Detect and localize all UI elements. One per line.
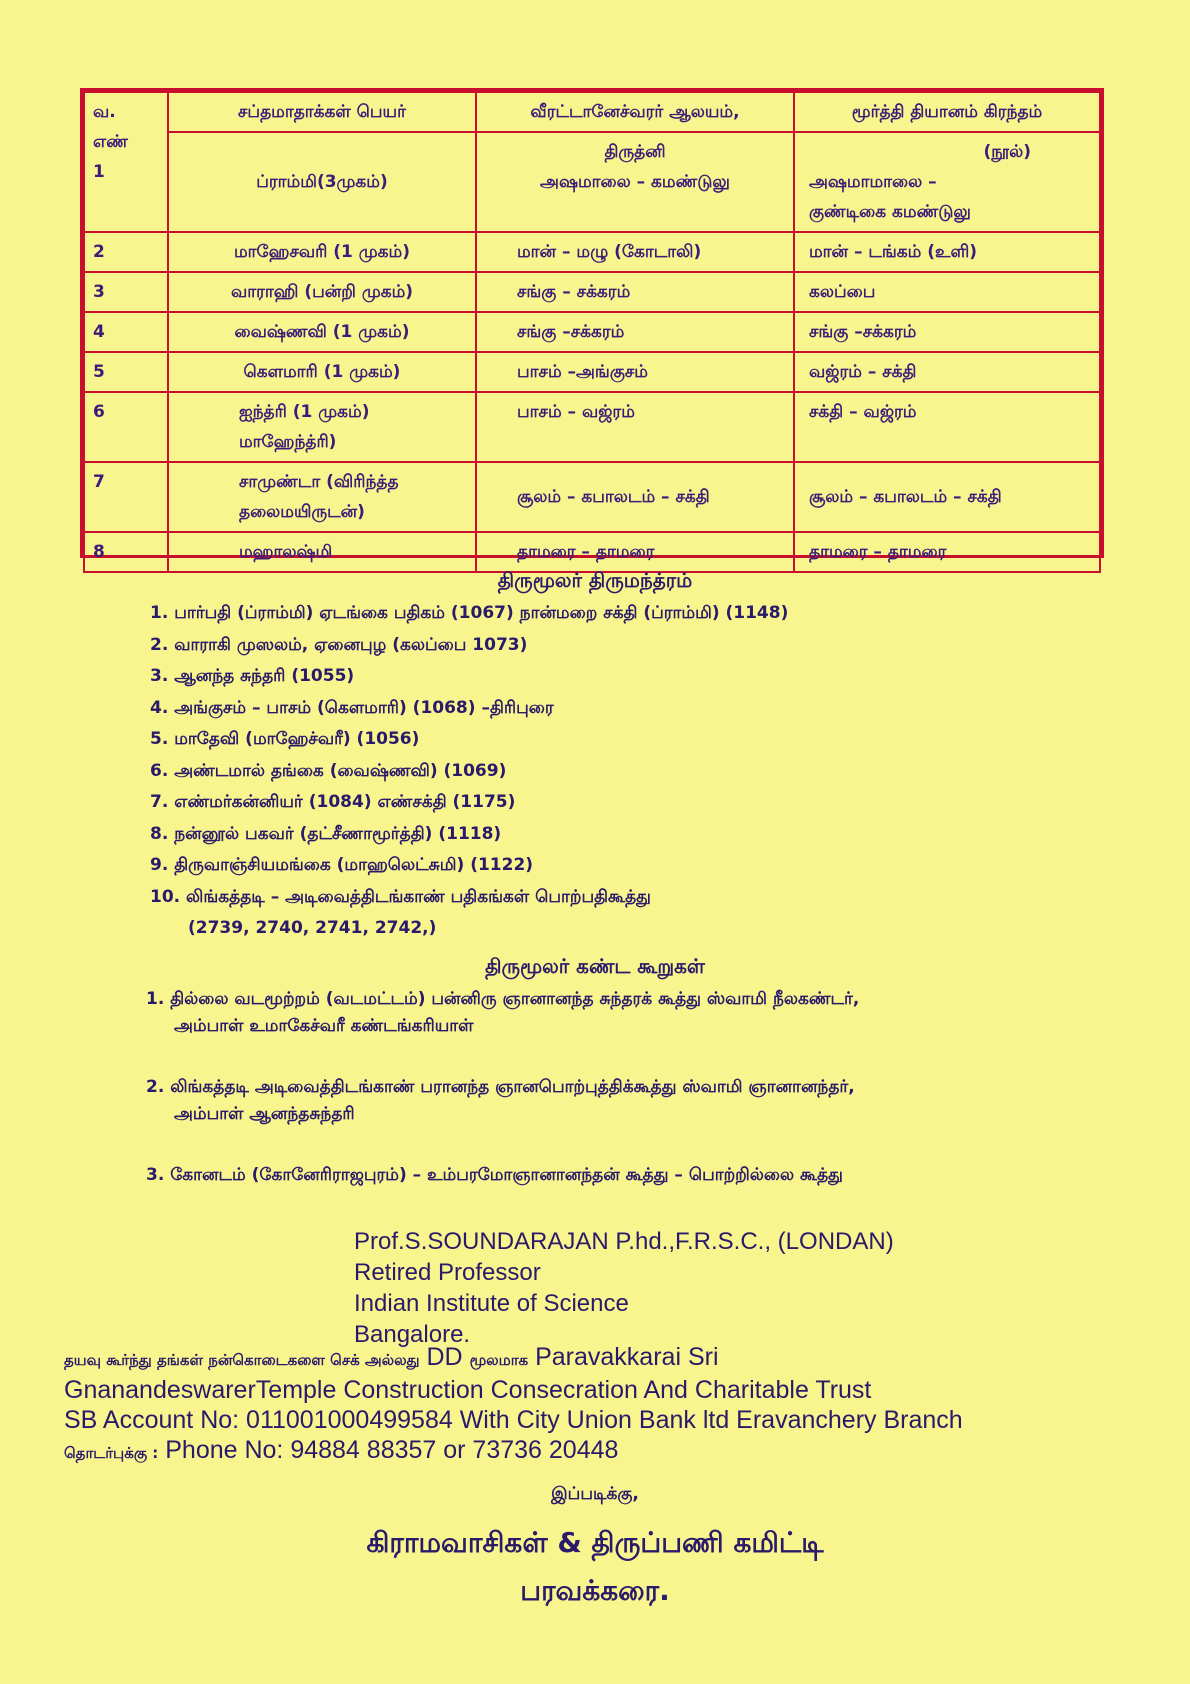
signature-role: Retired Professor bbox=[354, 1259, 541, 1286]
section2-title: திருமூலர் கண்ட கூறுகள் bbox=[485, 954, 705, 978]
tirumandiram-list bbox=[150, 598, 1080, 945]
table-row: 3 வாராஹி (பன்றி முகம்) சங்கு – சக்கரம் கலப்பை bbox=[84, 272, 1100, 312]
list-item-continuation: (2739, 2740, 2741, 2742,) bbox=[188, 918, 437, 938]
account-number: SB Account No: 011001000499584 With City Union Bank ltd Eravanchery Branch bbox=[64, 1406, 963, 1434]
section1-title: திருமூலர் திருமந்த்ரம் bbox=[497, 568, 693, 592]
list-item: 2. வாராகி முஸலம், ஏனைபுழ (கலப்பை 1073) bbox=[150, 634, 528, 655]
trust-name: GnanandeswarerTemple Construction Consecration And Charitable Trust bbox=[64, 1376, 872, 1404]
signature-institute: Indian Institute of Science bbox=[354, 1290, 629, 1317]
list-item: 10. லிங்கத்தடி – அடிவைத்திடங்காண் பதிகங்கள் பொற்பதிகூத்து bbox=[150, 886, 651, 907]
organization-name: கிராமவாசிகள் & திருப்பணி கமிட்டி bbox=[366, 1526, 824, 1559]
list-item: 3. கோனடம் (கோனேரிராஜபுரம்) – உம்பரமோஞானானந்தன் கூத்து – பொற்றில்லை கூத்து bbox=[146, 1165, 843, 1185]
table-row: 8 மஹாலஷ்மி தாமரை – தாமரை தாமரை – தாமரை bbox=[84, 532, 1100, 572]
phone-number: Phone No: 94884 88357 or 73736 20448 bbox=[165, 1436, 619, 1464]
header-name: சப்தமாதாக்கள் பெயர் bbox=[168, 92, 476, 132]
row1-name: ப்ராம்மி(3முகம்) bbox=[168, 132, 476, 232]
table-row: 6 ஐந்த்ரி (1 முகம்) மாஹேந்த்ரி) பாசம் – வஜ்ரம் சக்தி – வஜ்ரம் bbox=[84, 392, 1100, 462]
table-row: 5 கௌமாரி (1 முகம்) பாசம் –அங்குசம் வஜ்ரம் – சக்தி bbox=[84, 352, 1100, 392]
list-item: 3. ஆனந்த சுந்தரி (1055) bbox=[150, 666, 355, 686]
list-item: 4. அங்குசம் – பாசம் (கௌமாரி) (1068) –திரிபுரை bbox=[150, 697, 554, 718]
list-item: 9. திருவாஞ்சியமங்கை (மாஹலெட்சுமி) (1122) bbox=[150, 855, 534, 875]
table-row: 4 வைஷ்ணவி (1 முகம்) சங்கு –சக்கரம் சங்கு –சக்கரம் bbox=[84, 312, 1100, 352]
signature-block bbox=[354, 1226, 894, 1350]
closing-word: இப்படிக்கு, bbox=[551, 1484, 639, 1504]
row1-grantham: (நூல்) அஷமாமாலை – குண்டிகை கமண்டுலு bbox=[794, 132, 1100, 232]
place-name: பரவக்கரை. bbox=[520, 1574, 670, 1607]
list-item: 1. தில்லை வடமூற்றம் (வடமட்டம்) பன்னிரு ஞானானந்த சுந்தரக் கூத்து ஸ்வாமி நீலகண்டர், அம்பாள் உமாகேச்வரீ கண்டங்கரியாள் bbox=[146, 989, 860, 1036]
list-item: 6. அண்டமால் தங்கை (வைஷ்ணவி) (1069) bbox=[150, 760, 507, 781]
signature-city: Bangalore. bbox=[354, 1321, 471, 1348]
header-grantham: மூர்த்தி தியானம் கிரந்தம் bbox=[794, 92, 1100, 132]
donation-notice: தயவு கூர்ந்து தங்கள் நன்கொடைகளை செக் அல்லது DD மூலமாக Paravakkarai Sri GnanandeswarerTemple Construction Consecration And Charitable Trust SB Account No: 011001000499584 With City Union Bank ltd Eravanchery Branch தொடர்புக்கு : Phone No: 94884 88357 or 73736 20448 bbox=[64, 1342, 1064, 1468]
tirumular-list bbox=[146, 986, 1086, 1223]
table-row: 7 சாமுண்டா (விரிந்த்த தலைமயிருடன்) சூலம் – கபாலடம் – சக்தி சூலம் – கபாலடம் – சக்தி bbox=[84, 462, 1100, 532]
list-item: 2. லிங்கத்தடி அடிவைத்திடங்காண் பரானந்த ஞானபொற்புத்திக்கூத்து ஸ்வாமி ஞானானந்தர், அம்பாள் ஆனந்தசுந்தரி bbox=[146, 1077, 855, 1124]
table-row: 2 மாஹேசவரி (1 முகம்) மான் – மழு (கோடாலி) மான் – டங்கம் (உளி) bbox=[84, 232, 1100, 272]
list-item: 7. எண்மர்கன்னியர் (1084) எண்சக்தி (1175) bbox=[150, 792, 516, 812]
header-temple: வீரட்டானேச்வரர் ஆலயம், bbox=[476, 92, 794, 132]
row1-temple: திருத்னி அஷமாலை – கமண்டுலு bbox=[476, 132, 794, 232]
saptamatrika-table bbox=[80, 88, 1104, 562]
list-item: 1. பார்பதி (ப்ராம்மி) ஏடங்கை பதிகம் (1067) நான்மறை சக்தி (ப்ராம்மி) (1148) bbox=[150, 603, 789, 623]
list-item: 5. மாதேவி (மாஹேச்வரீ) (1056) bbox=[150, 729, 420, 749]
header-serial-number: வ. எண் 1 bbox=[84, 92, 168, 232]
list-item: 8. நன்னூல் பகவர் (தட்சீணாமூர்த்தி) (1118) bbox=[150, 823, 502, 844]
signature-name: Prof.S.SOUNDARAJAN P.hd.,F.R.S.C., (LONDAN) bbox=[354, 1228, 894, 1255]
